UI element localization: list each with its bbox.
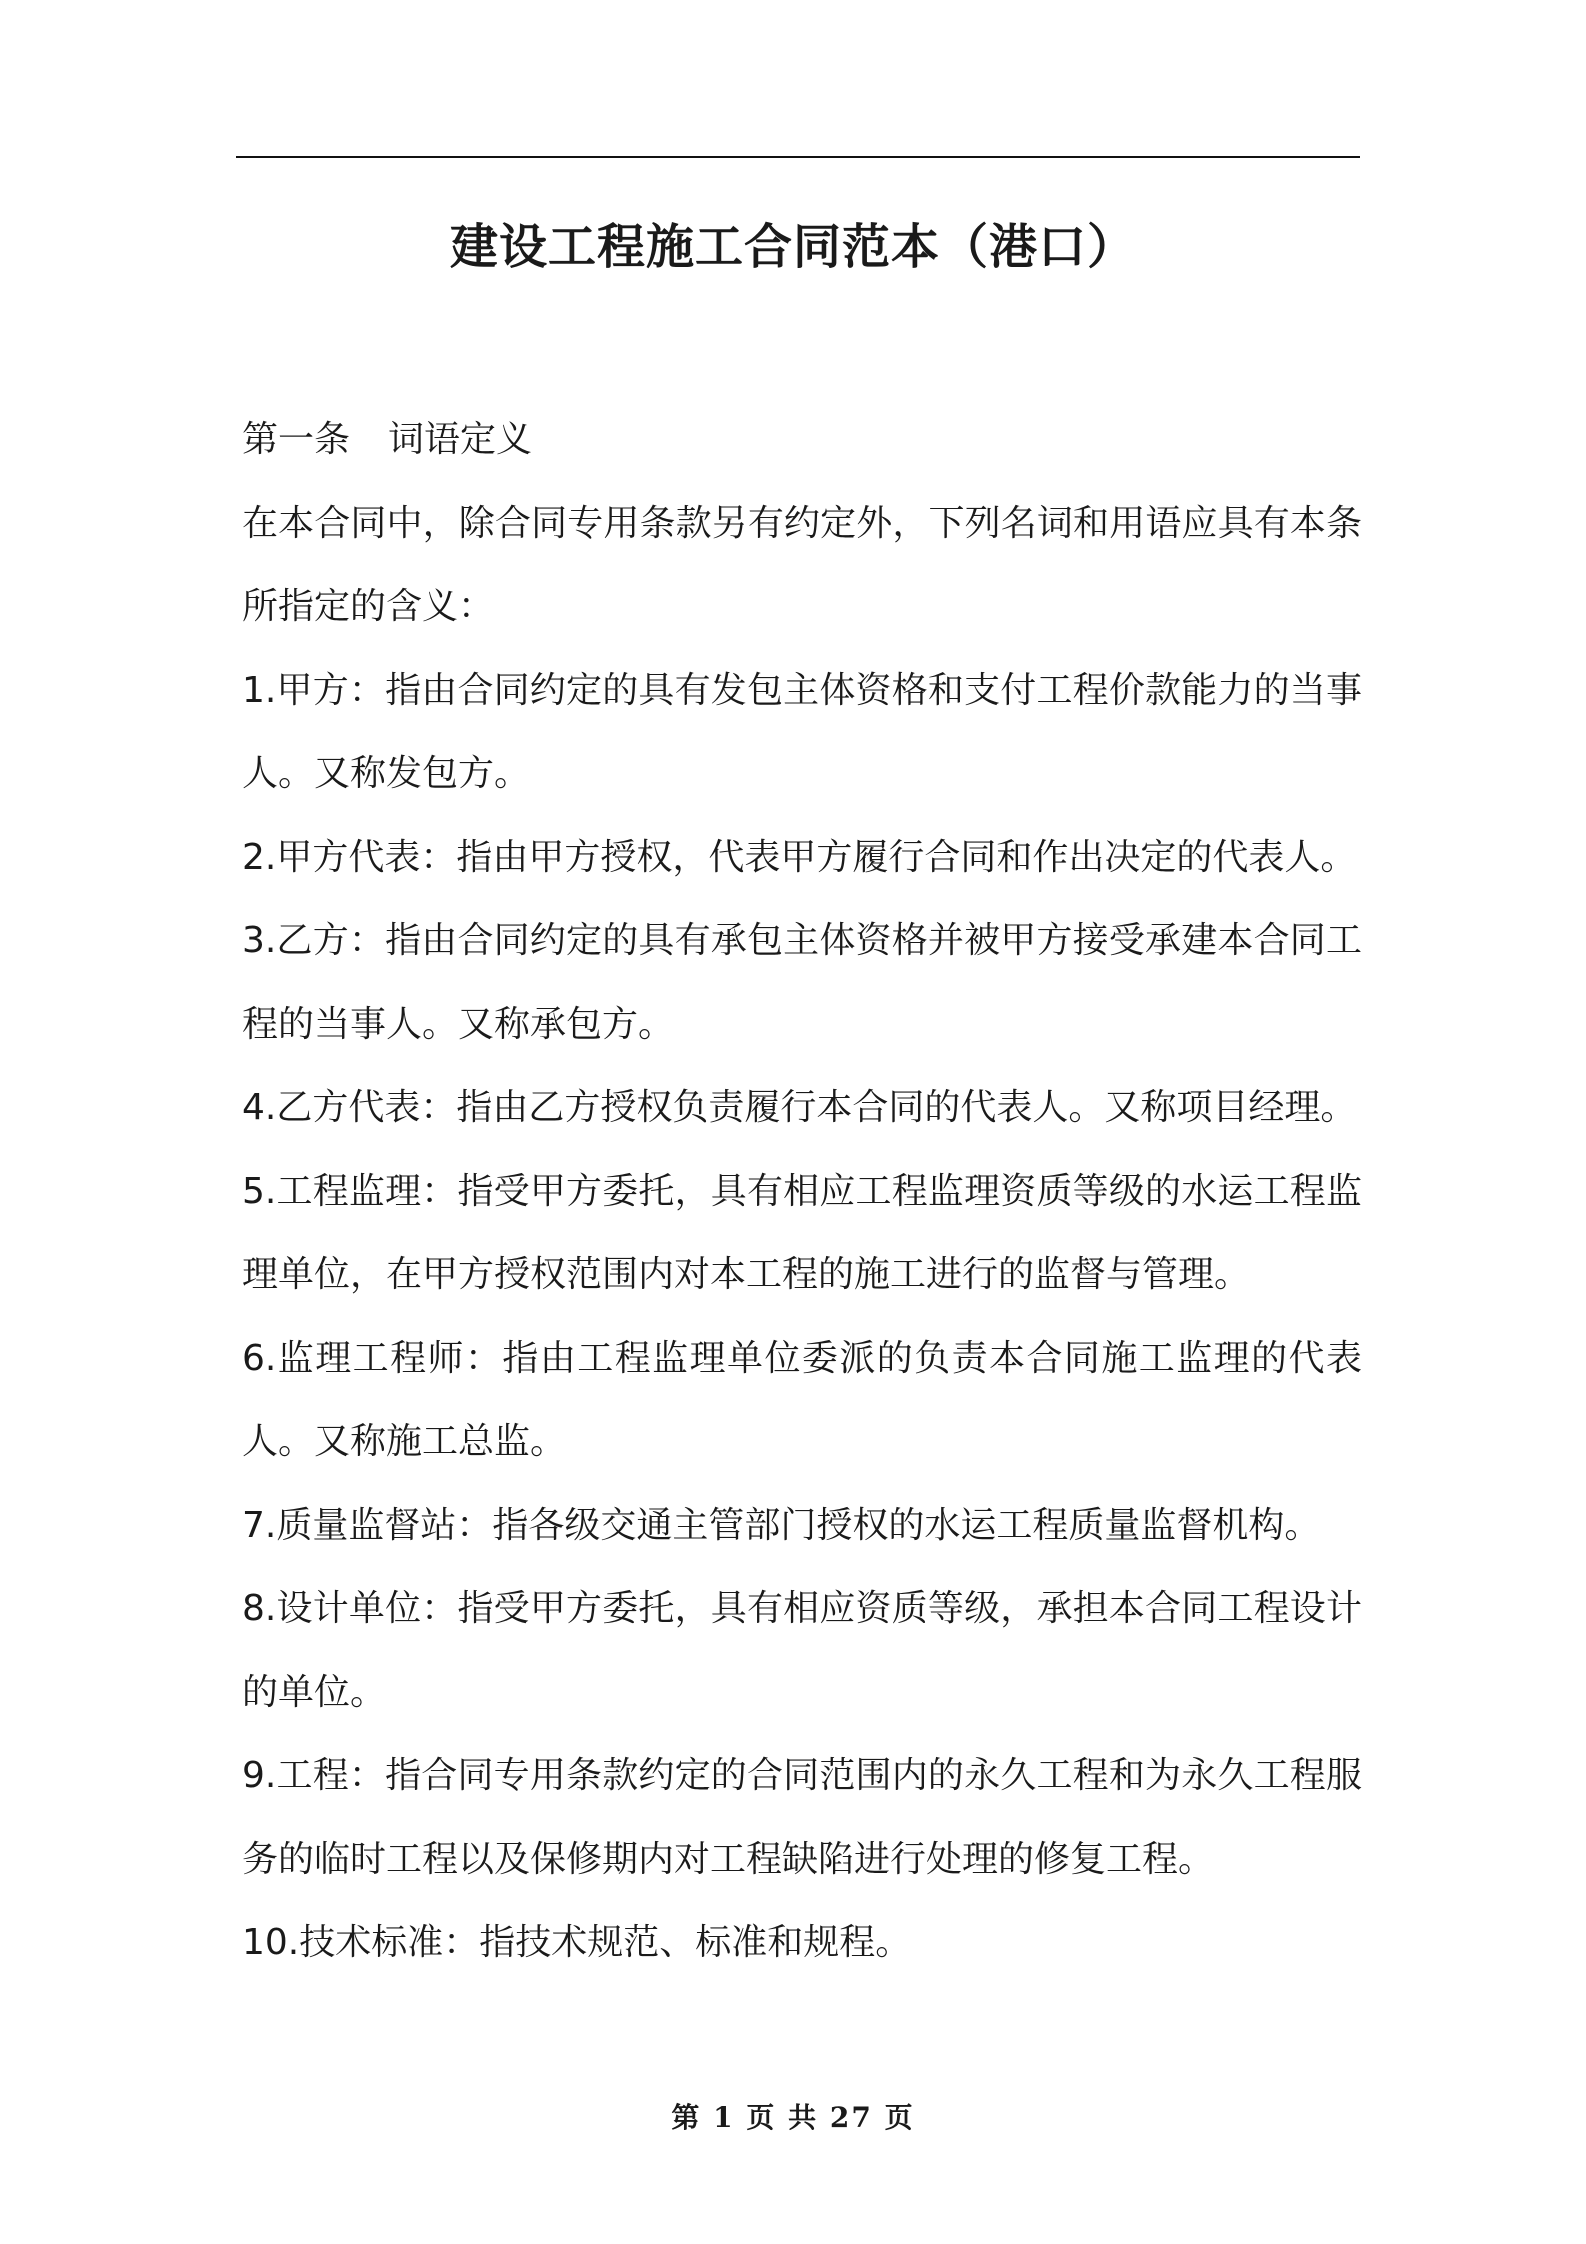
section-heading <box>242 398 1362 482</box>
definition-item: 4.乙方代表：指由乙方授权负责履行本合同的代表人。又称项目经理。 <box>242 1087 1357 1128</box>
document-title: 建设工程施工合同范本（港口） <box>449 219 1136 275</box>
definition-item: 8.设计单位：指受甲方委托，具有相应资质等级，承担本合同工程设计的单位。 <box>242 1588 1362 1713</box>
definition-item: 2.甲方代表：指由甲方授权，代表甲方履行合同和作出决定的代表人。 <box>242 836 1357 878</box>
definition-item: 5.工程监理：指受甲方委托，具有相应工程监理资质等级的水运工程监理单位，在甲方授权范围内对本工程的施工进行的监督与管理。 <box>242 1170 1362 1295</box>
definition-item: 1.甲方：指由合同约定的具有发包主体资格和支付工程价款能力的当事人。又称发包方。 <box>242 669 1362 794</box>
definition-item: 10.技术标准：指技术规范、标准和规程。 <box>242 1922 912 1963</box>
definition-item: 7.质量监督站：指各级交通主管部门授权的水运工程质量监督机构。 <box>242 1504 1321 1546</box>
definition-item: 9.工程：指合同专用条款约定的合同范围内的永久工程和为永久工程服务的临时工程以及保修期内对工程缺陷进行处理的修复工程。 <box>242 1755 1362 1880</box>
intro-paragraph: 在本合同中，除合同专用条款另有约定外，下列名词和用语应具有本条所指定的含义： <box>242 502 1362 627</box>
header-rule <box>236 156 1360 158</box>
document-body <box>242 398 1362 1985</box>
section-title: 词语定义 <box>388 419 533 460</box>
section-number: 第一条 <box>242 419 351 460</box>
definition-item: 6.监理工程师：指由工程监理单位委派的负责本合同施工监理的代表人。又称施工总监。 <box>242 1337 1362 1462</box>
definition-item: 3.乙方：指由合同约定的具有承包主体资格并被甲方接受承建本合同工程的当事人。又称承包方。 <box>242 920 1362 1045</box>
page-number-footer: 第 1 页 共 27 页 <box>671 2101 915 2134</box>
